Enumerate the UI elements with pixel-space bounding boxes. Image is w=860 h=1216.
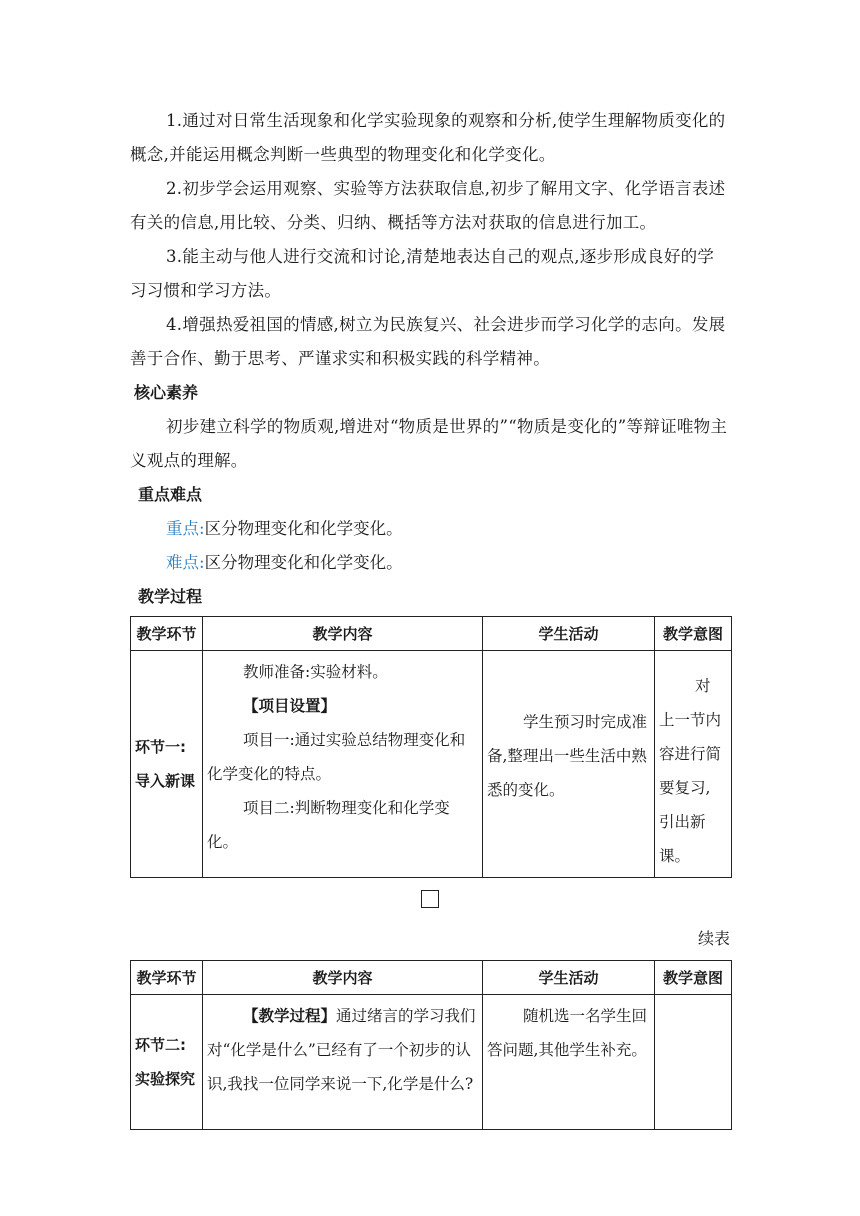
difficulty-label: 难点: bbox=[166, 553, 205, 572]
content-line: 项目二:判断物理变化和化学变化。 bbox=[207, 799, 450, 851]
header-stage: 教学环节 bbox=[131, 961, 203, 995]
activity-text: 随机选一名学生回答问题,其他学生补充。 bbox=[487, 1007, 648, 1059]
continued-label: 续表 bbox=[697, 929, 730, 948]
objective-4: 4.增强热爱祖国的情感,树立为民族复兴、社会进步而学习化学的志向。发展善于合作、勤于思考、严谨求实和积极实践的科学精神。 bbox=[130, 315, 726, 368]
header-intent: 教学意图 bbox=[655, 617, 732, 651]
content-cell bbox=[203, 995, 483, 1130]
header-activity: 学生活动 bbox=[483, 961, 655, 995]
stage-cell: 环节一:导入新课 bbox=[131, 651, 203, 878]
page-break-box bbox=[421, 890, 439, 908]
core-literacy-text: 初步建立科学的物质观,增进对“物质是世界的”“物质是变化的”等辩证唯物主义观点的理解。 bbox=[130, 417, 728, 470]
content-line: 教师准备:实验材料。 bbox=[243, 663, 388, 681]
table-header-row bbox=[131, 961, 732, 995]
header-content: 教学内容 bbox=[203, 617, 483, 651]
document-page bbox=[130, 104, 730, 1130]
activity-cell bbox=[483, 995, 655, 1130]
teaching-process-table-2 bbox=[130, 960, 732, 1130]
activity-cell bbox=[483, 651, 655, 878]
intent-cell bbox=[655, 651, 732, 878]
table-row bbox=[131, 651, 732, 878]
focus-value: 区分物理变化和化学变化。 bbox=[204, 519, 403, 538]
key-points-heading: 重点难点 bbox=[138, 485, 203, 504]
objective-3: 3.能主动与他人进行交流和讨论,清楚地表达自己的观点,逐步形成良好的学习习惯和学习方法。 bbox=[130, 247, 715, 300]
teaching-process-table-1 bbox=[130, 616, 732, 878]
objective-2: 2.初步学会运用观察、实验等方法获取信息,初步了解用文字、化学语言表述有关的信息,用比较、分类、归纳、概括等方法对获取的信息进行加工。 bbox=[130, 179, 726, 232]
focus-label: 重点: bbox=[166, 519, 205, 538]
content-text bbox=[207, 999, 476, 1101]
objective-1: 1.通过对日常生活现象和化学实验现象的观察和分析,使学生理解物质变化的概念,并能运用概念判断一些典型的物理变化和化学变化。 bbox=[130, 111, 726, 164]
intent-cell bbox=[655, 995, 732, 1130]
difficulty-value: 区分物理变化和化学变化。 bbox=[204, 553, 403, 572]
content-line: 【项目设置】 bbox=[243, 697, 337, 715]
header-content: 教学内容 bbox=[203, 961, 483, 995]
content-line: 项目一:通过实验总结物理变化和化学变化的特点。 bbox=[207, 731, 466, 783]
teaching-process-heading: 教学过程 bbox=[138, 587, 203, 606]
content-cell bbox=[203, 651, 483, 878]
header-activity: 学生活动 bbox=[483, 617, 655, 651]
content-rest: 通过绪言的学习我们对“化学是什么”已经有了一个初步的认识,我找一位同学来说一下,化学是什么? bbox=[207, 1007, 476, 1093]
table-header-row bbox=[131, 617, 732, 651]
focus-line bbox=[130, 512, 730, 546]
table-row bbox=[131, 995, 732, 1130]
stage-cell: 环节二:实验探究 bbox=[131, 995, 203, 1130]
intent-text: 对上一节内容进行简要复习,引出新课。 bbox=[659, 677, 722, 865]
activity-text: 学生预习时完成准备,整理出一些生活中熟悉的变化。 bbox=[487, 713, 648, 799]
header-intent: 教学意图 bbox=[655, 961, 732, 995]
core-literacy-heading: 核心素养 bbox=[134, 383, 199, 402]
header-stage: 教学环节 bbox=[131, 617, 203, 651]
difficulty-line bbox=[130, 546, 730, 580]
content-bracket: 【教学过程】 bbox=[243, 1007, 337, 1025]
